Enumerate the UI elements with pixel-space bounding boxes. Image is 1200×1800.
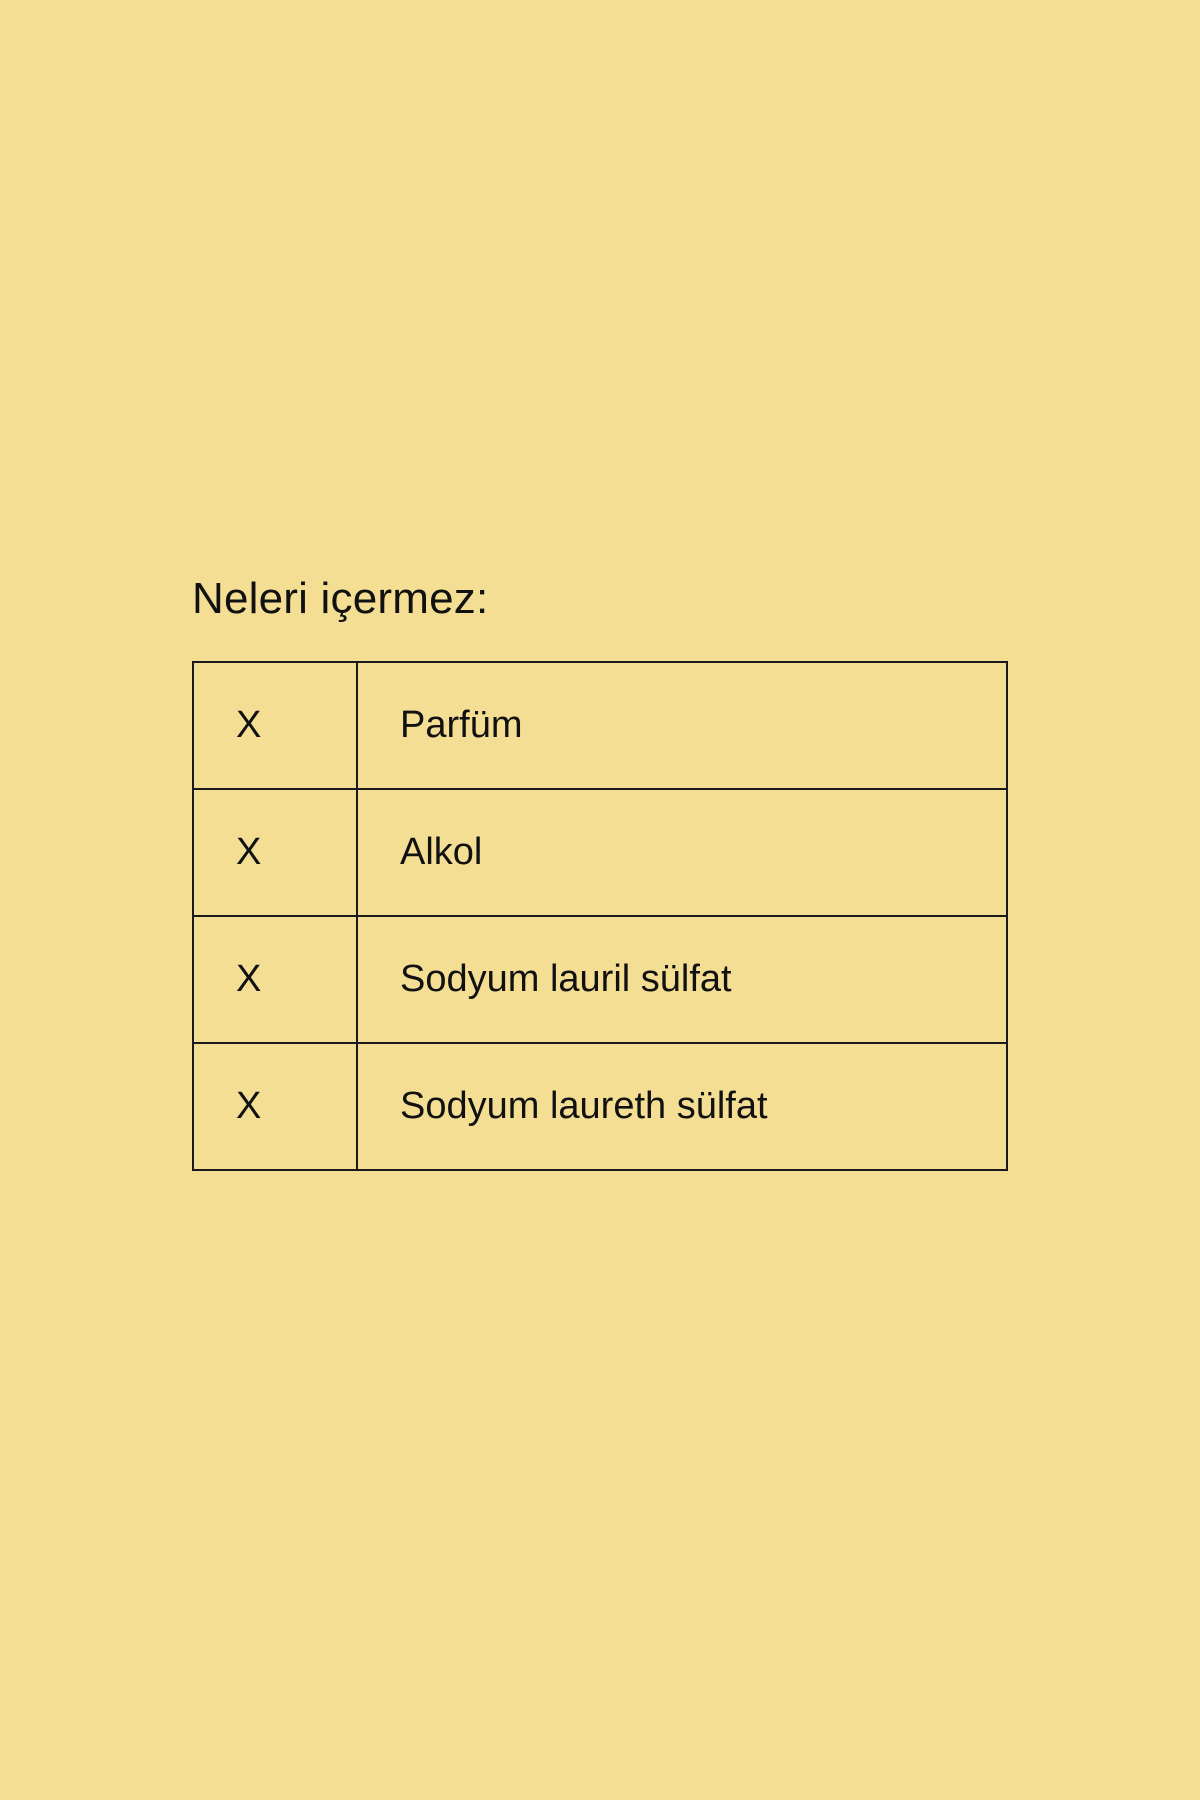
ingredient-label: Sodyum lauril sülfat bbox=[357, 916, 1007, 1043]
table-row bbox=[193, 1043, 1007, 1170]
free-from-section bbox=[192, 575, 1008, 1171]
table-row bbox=[193, 789, 1007, 916]
page-title: Neleri içermez: bbox=[192, 574, 489, 623]
exclusion-mark-icon: X bbox=[193, 1043, 357, 1170]
table-row bbox=[193, 662, 1007, 789]
excluded-ingredients-table bbox=[192, 661, 1008, 1171]
exclusion-mark-icon: X bbox=[193, 789, 357, 916]
table-row bbox=[193, 916, 1007, 1043]
exclusion-mark-icon: X bbox=[193, 662, 357, 789]
ingredient-label: Parfüm bbox=[357, 662, 1007, 789]
ingredient-label: Sodyum laureth sülfat bbox=[357, 1043, 1007, 1170]
ingredient-label: Alkol bbox=[357, 789, 1007, 916]
exclusion-mark-icon: X bbox=[193, 916, 357, 1043]
